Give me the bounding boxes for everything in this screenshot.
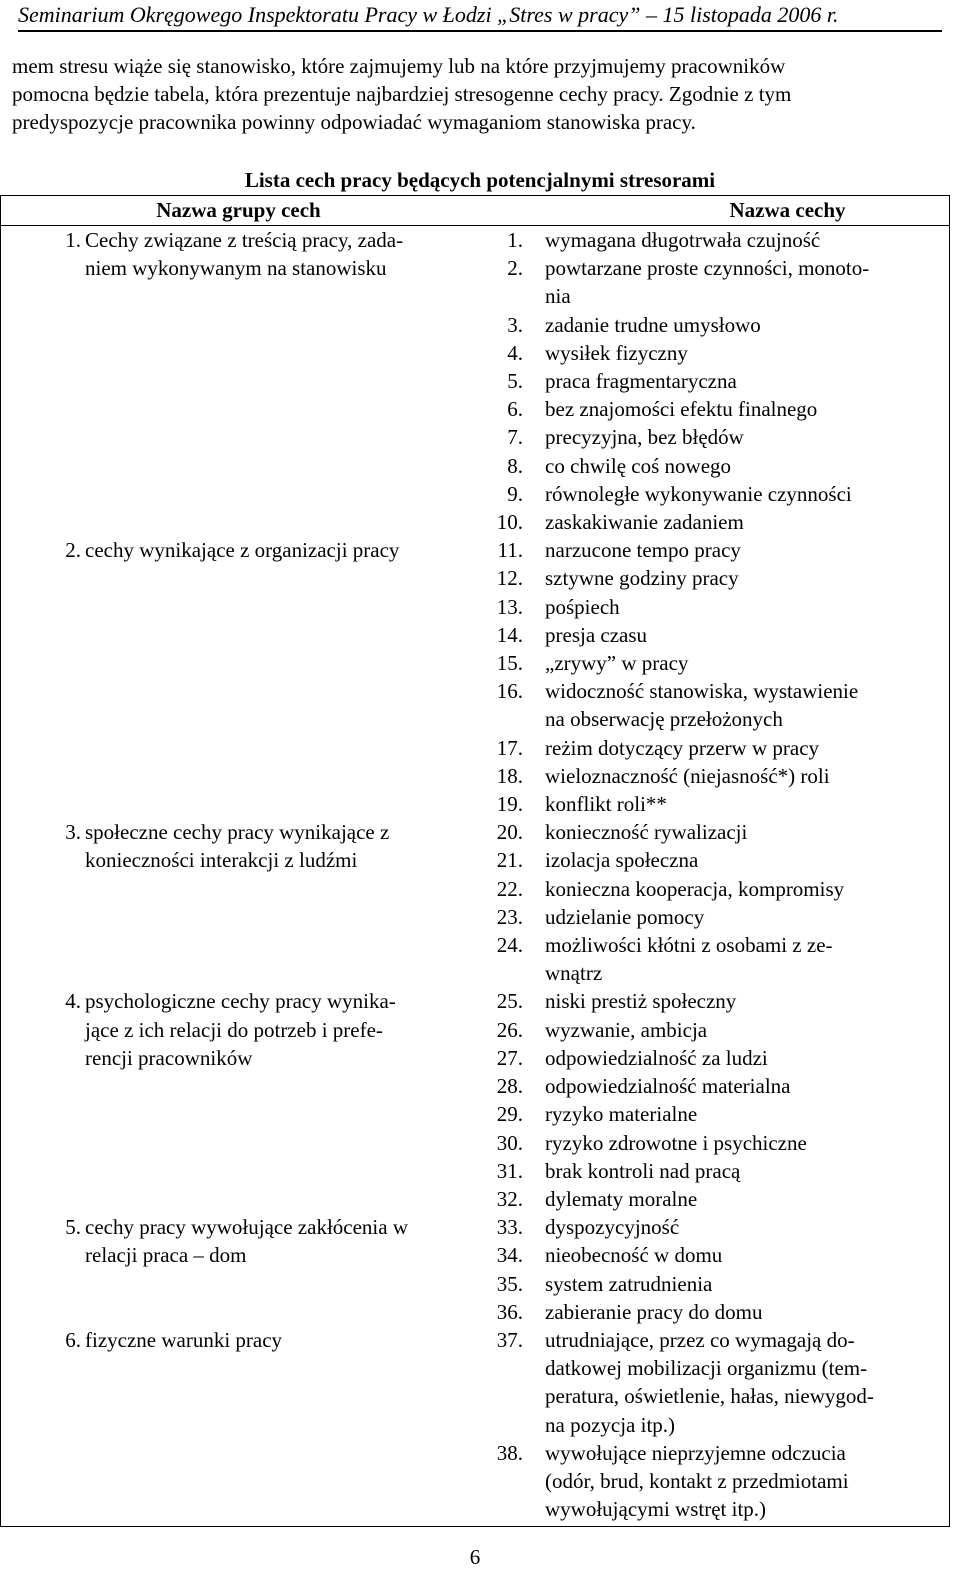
feature-text-line: dylematy moralne [545,1186,698,1211]
feature-item [481,1326,949,1439]
feature-text-line: presja czasu [545,622,648,647]
feature-text-line: wieloznaczność (niejasność*) roli [545,763,830,788]
feature-item [481,1270,949,1298]
feature-text-line: precyzyjna, bez błędów [545,425,744,450]
feature-number: 38. [496,1440,523,1465]
feature-item [481,790,949,818]
feature-item [481,339,949,367]
feature-text-line: bez znajomości efektu finalnego [545,397,818,422]
feature-text-line: sztywne godziny pracy [545,566,739,591]
group-cell [1,818,481,987]
table-row [1,987,949,1213]
feature-number: 20. [496,820,523,845]
feature-item [481,734,949,762]
feature-text-line: dyspozycyjność [545,1215,680,1240]
feature-text [545,734,949,762]
feature-text-line: utrudniające, przez co wymagają do- [545,1327,855,1352]
feature-text-line: wywołujące nieprzyjemne odczucia [545,1440,846,1465]
feature-item [481,593,949,621]
feature-text-line: konieczna kooperacja, kompromisy [545,876,845,901]
feature-text [545,762,949,790]
feature-text [545,254,949,310]
feature-item [481,1439,949,1524]
feature-list [481,1213,949,1326]
feature-text [545,846,949,874]
feature-text [545,903,949,931]
feature-number: 19. [496,792,523,817]
feature-item [481,367,949,395]
feature-item [481,254,949,310]
feature-number: 29. [496,1102,523,1127]
feature-text-line: odpowiedzialność materialna [545,1074,791,1099]
feature-item [481,1129,949,1157]
group-name [85,226,481,536]
group-name [85,536,481,818]
feature-item [481,818,949,846]
feature-number: 35. [496,1271,523,1296]
feature-item [481,395,949,423]
feature-number: 33. [496,1215,523,1240]
feature-item [481,846,949,874]
group-number: 4. [65,989,81,1014]
group-number: 2. [65,538,81,563]
feature-number: 15. [496,651,523,676]
feature-number: 14. [496,622,523,647]
feature-number: 36. [496,1299,523,1324]
column-header-group: Nazwa grupy cech [156,198,321,222]
group-name [85,1326,481,1523]
feature-text-line: (odór, brud, kontakt z przedmiotami [545,1468,849,1493]
feature-number: 37. [496,1327,523,1352]
table-title: Lista cech pracy będących potencjalnymi stresorami [244,168,716,192]
feature-number: 31. [496,1158,523,1183]
feature-text [545,1044,949,1072]
feature-list [481,818,949,987]
feature-number: 4. [507,340,523,365]
feature-text [545,226,949,254]
page-number: 6 [469,1545,481,1569]
feature-item [481,762,949,790]
group-number: 1. [65,228,81,252]
group-name-line: niem wykonywanym na stanowisku [85,256,387,281]
feature-number: 32. [496,1186,523,1211]
feature-text-line: „zrywy” w pracy [545,651,689,676]
group-name-line: fizyczne warunki pracy [85,1327,283,1352]
feature-text [545,1185,949,1213]
group-name-line: relacji praca – dom [85,1243,247,1268]
feature-item [481,452,949,480]
feature-item [481,564,949,592]
feature-text-line: konflikt roli** [545,792,667,817]
feature-number: 24. [496,933,523,958]
feature-item [481,649,949,677]
feature-text [545,508,949,536]
feature-text [545,621,949,649]
feature-text [545,987,949,1015]
column-header-feature: Nazwa cechy [729,198,846,222]
feature-item [481,987,949,1015]
feature-text [545,818,949,846]
group-cell [1,1213,481,1326]
feature-number: 5. [507,369,523,394]
feature-text [545,311,949,339]
feature-text-line: peratura, oświetlenie, hałas, niewygod- [545,1384,874,1409]
feature-text-line: widoczność stanowiska, wystawienie [545,679,859,704]
table-body [1,226,949,1523]
feature-number: 1. [507,228,523,252]
group-number: 3. [65,820,81,845]
feature-text [545,931,949,987]
table-row [1,818,949,987]
feature-text [545,1100,949,1128]
feature-number: 21. [496,848,523,873]
feature-text-line: wnątrz [545,961,603,986]
group-name-line: rencji pracowników [85,1045,253,1070]
feature-item [481,1241,949,1269]
feature-text-line: wywołującymi wstręt itp.) [545,1497,767,1522]
feature-text [545,1016,949,1044]
feature-text-line: reżim dotyczący przerw w pracy [545,735,820,760]
feature-number: 12. [496,566,523,591]
feature-text [545,452,949,480]
feature-text-line: brak kontroli nad pracą [545,1158,741,1183]
group-cell [1,1326,481,1523]
feature-text [545,395,949,423]
feature-number: 8. [507,453,523,478]
feature-text-line: wymagana długotrwała czujność [545,228,821,252]
running-header: Seminarium Okręgowego Inspektoratu Pracy w Łodzi „Stres w pracy” – 15 listopada 2006 r. [18,0,942,32]
feature-item [481,1044,949,1072]
intro-line: pomocna będzie tabela, która prezentuje najbardziej stresogenne cechy pracy. Zgodnie z tym [12,82,792,106]
feature-text-line: system zatrudnienia [545,1271,713,1296]
feature-text [545,1157,949,1185]
feature-item [481,536,949,564]
feature-text-line: co chwilę coś nowego [545,453,732,478]
feature-text-line: praca fragmentaryczna [545,369,737,394]
feature-number: 34. [496,1243,523,1268]
feature-text-line: na obserwację przełożonych [545,707,783,732]
group-name-line: społeczne cechy pracy wynikające z [85,820,390,845]
group-name-line: konieczności interakcji z ludźmi [85,848,358,873]
group-name-line: cechy pracy wywołujące zakłócenia w [85,1215,408,1240]
feature-item [481,1100,949,1128]
table-header-row [1,196,949,226]
feature-number: 2. [507,256,523,281]
feature-item [481,480,949,508]
feature-text [545,1213,949,1241]
feature-number: 26. [496,1017,523,1042]
table-row [1,1326,949,1523]
feature-item [481,423,949,451]
feature-number: 23. [496,904,523,929]
group-name-line: Cechy związane z treścią pracy, zada- [85,228,404,252]
intro-paragraph [12,52,942,136]
feature-item [481,1298,949,1326]
feature-number: 10. [496,510,523,535]
feature-text [545,1298,949,1326]
intro-line: mem stresu wiąże się stanowisko, które zajmujemy lub na które przyjmujemy pracowników [12,54,786,78]
feature-number: 17. [496,735,523,760]
feature-list [481,226,949,536]
feature-item [481,1072,949,1100]
group-name [85,1213,481,1326]
feature-item [481,875,949,903]
feature-list [481,1326,949,1523]
feature-text-line: niski prestiż społeczny [545,989,737,1014]
feature-text [545,1270,949,1298]
feature-number: 3. [507,312,523,337]
feature-text [545,677,949,733]
feature-number: 16. [496,679,523,704]
feature-text [545,1241,949,1269]
feature-number: 13. [496,594,523,619]
intro-line: predyspozycje pracownika powinny odpowiadać wymaganiom stanowiska pracy. [12,110,696,134]
group-number: 5. [65,1215,81,1240]
feature-item [481,311,949,339]
feature-item [481,677,949,733]
feature-text [545,1072,949,1100]
feature-list [481,536,949,818]
stressor-table [0,195,950,1527]
feature-number: 7. [507,425,523,450]
feature-text-line: równoległe wykonywanie czynności [545,481,852,506]
feature-text-line: możliwości kłótni z osobami z ze- [545,933,833,958]
feature-item [481,903,949,931]
feature-text [545,480,949,508]
feature-item [481,226,949,254]
feature-text-line: na pozycja itp.) [545,1412,676,1437]
feature-text [545,1439,949,1524]
feature-text [545,649,949,677]
feature-text [545,564,949,592]
feature-text-line: nia [545,284,571,309]
group-number: 6. [65,1327,81,1352]
feature-text-line: ryzyko materialne [545,1102,698,1127]
feature-item [481,1213,949,1241]
feature-text [545,875,949,903]
table-row [1,1213,949,1326]
feature-text-line: zadanie trudne umysłowo [545,312,761,337]
feature-text [545,423,949,451]
feature-number: 30. [496,1130,523,1155]
group-name [85,818,481,987]
feature-item [481,1016,949,1044]
feature-text [545,1129,949,1157]
feature-number: 22. [496,876,523,901]
feature-text [545,367,949,395]
feature-item [481,621,949,649]
feature-text [545,593,949,621]
feature-item [481,1157,949,1185]
group-cell [1,226,481,536]
feature-text-line: odpowiedzialność za ludzi [545,1045,768,1070]
feature-text-line: zabieranie pracy do domu [545,1299,763,1324]
feature-text-line: nieobecność w domu [545,1243,723,1268]
feature-text [545,339,949,367]
feature-number: 28. [496,1074,523,1099]
feature-text-line: ryzyko zdrowotne i psychiczne [545,1130,807,1155]
table-row [1,226,949,536]
feature-text-line: datkowej mobilizacji organizmu (tem- [545,1356,868,1381]
feature-number: 9. [507,481,523,506]
feature-item [481,1185,949,1213]
feature-number: 27. [496,1045,523,1070]
group-name-line: cechy wynikające z organizacji pracy [85,538,400,563]
feature-text [545,790,949,818]
feature-text-line: narzucone tempo pracy [545,538,741,563]
feature-text [545,1326,949,1439]
feature-text-line: wysiłek fizyczny [545,340,688,365]
feature-text-line: pośpiech [545,594,620,619]
feature-item [481,508,949,536]
table-row [1,536,949,818]
feature-item [481,931,949,987]
group-name-line: psychologiczne cechy pracy wynika- [85,989,396,1014]
feature-text-line: powtarzane proste czynności, monoto- [545,256,870,281]
feature-number: 25. [496,989,523,1014]
feature-number: 18. [496,763,523,788]
feature-text-line: konieczność rywalizacji [545,820,748,845]
feature-text-line: izolacja społeczna [545,848,699,873]
group-cell [1,536,481,818]
feature-number: 11. [497,538,523,563]
feature-text [545,536,949,564]
group-name [85,987,481,1213]
group-name-line: jące z ich relacji do potrzeb i prefe- [85,1017,383,1042]
feature-list [481,987,949,1213]
feature-text-line: udzielanie pomocy [545,904,705,929]
feature-text-line: zaskakiwanie zadaniem [545,510,744,535]
feature-number: 6. [507,397,523,422]
feature-text-line: wyzwanie, ambicja [545,1017,708,1042]
group-cell [1,987,481,1213]
